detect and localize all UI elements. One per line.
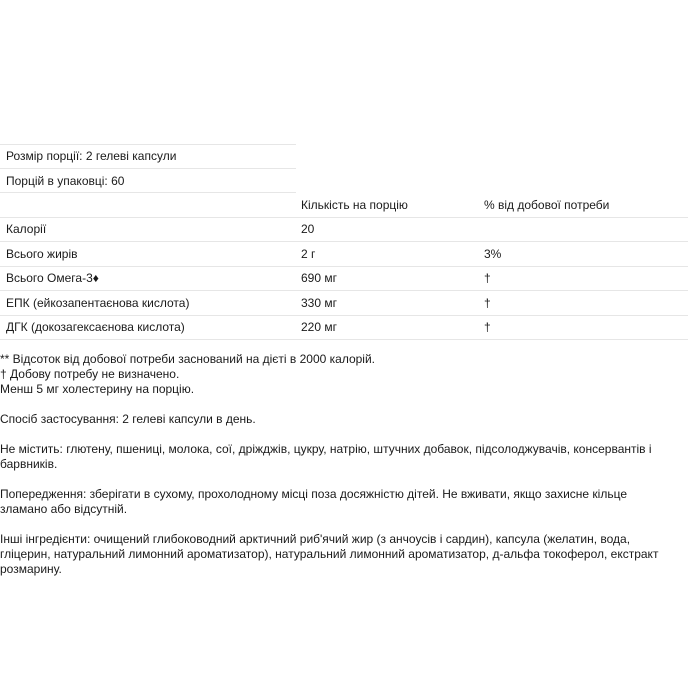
free-from-text: Не містить: глютену, пшениці, молока, сої, дріжджів, цукру, натрію, штучних добавок, підсолоджувачів, консервантів і барвників. [0,442,652,471]
footnote-not-established: † Добову потребу не визначено. [0,367,180,381]
label-notes [0,352,676,577]
header-daily-value: % від добової потреби [484,197,610,212]
nutrient-dv: † [484,295,491,310]
servings-per-container-row [0,169,688,194]
nutrient-amount: 220 мг [301,320,337,335]
nutrient-dv: † [484,271,491,286]
servings-per-container: Порцій в упаковці: 60 [6,173,125,188]
serving-size: Розмір порції: 2 гелеві капсули [6,149,177,164]
header-amount: Кількість на порцію [301,197,408,212]
warning-text: Попередження: зберігати в сухому, прохолодному місці поза досяжністю дітей. Не вживати, якщо захисне кільце зламано або відсутній. [0,487,627,516]
serving-size-row [0,144,688,169]
footnotes [0,352,676,397]
table-row [0,218,688,243]
nutrient-dv: 3% [484,246,502,261]
nutrient-name: Калорії [6,222,47,237]
footnote-cholesterol: Менш 5 мг холестерину на порцію. [0,382,195,396]
nutrient-amount: 690 мг [301,271,337,286]
table-row [0,267,688,292]
usage-text: Спосіб застосування: 2 гелеві капсули в день. [0,412,256,426]
nutrient-name: ДГК (докозагексаєнова кислота) [6,320,185,335]
footnote-dv-basis: ** Відсоток від добової потреби заснований на дієті в 2000 калорій. [0,352,376,366]
table-row [0,242,688,267]
nutrient-dv: † [484,320,491,335]
nutrient-name: Всього жирів [6,246,78,261]
nutrient-amount: 2 г [301,246,316,261]
table-header-row [0,193,688,218]
supplement-facts-table [0,144,688,340]
table-row [0,316,688,341]
nutrient-amount: 20 [301,222,315,237]
other-ingredients-text: Інші інгредієнти: очищений глибоководний арктичний риб'ячий жир (з анчоусів і сардин), капсула (желатин, вода, гліцерин, натуральний лимонний ароматизатор), натуральний лимонний ароматизатор, д-альфа токоферол, екстракт розмарину. [0,532,659,576]
nutrient-name: ЕПК (ейкозапентаєнова кислота) [6,295,190,310]
table-row [0,291,688,316]
nutrient-amount: 330 мг [301,295,337,310]
nutrient-name: Всього Омега-3♦ [6,271,99,286]
